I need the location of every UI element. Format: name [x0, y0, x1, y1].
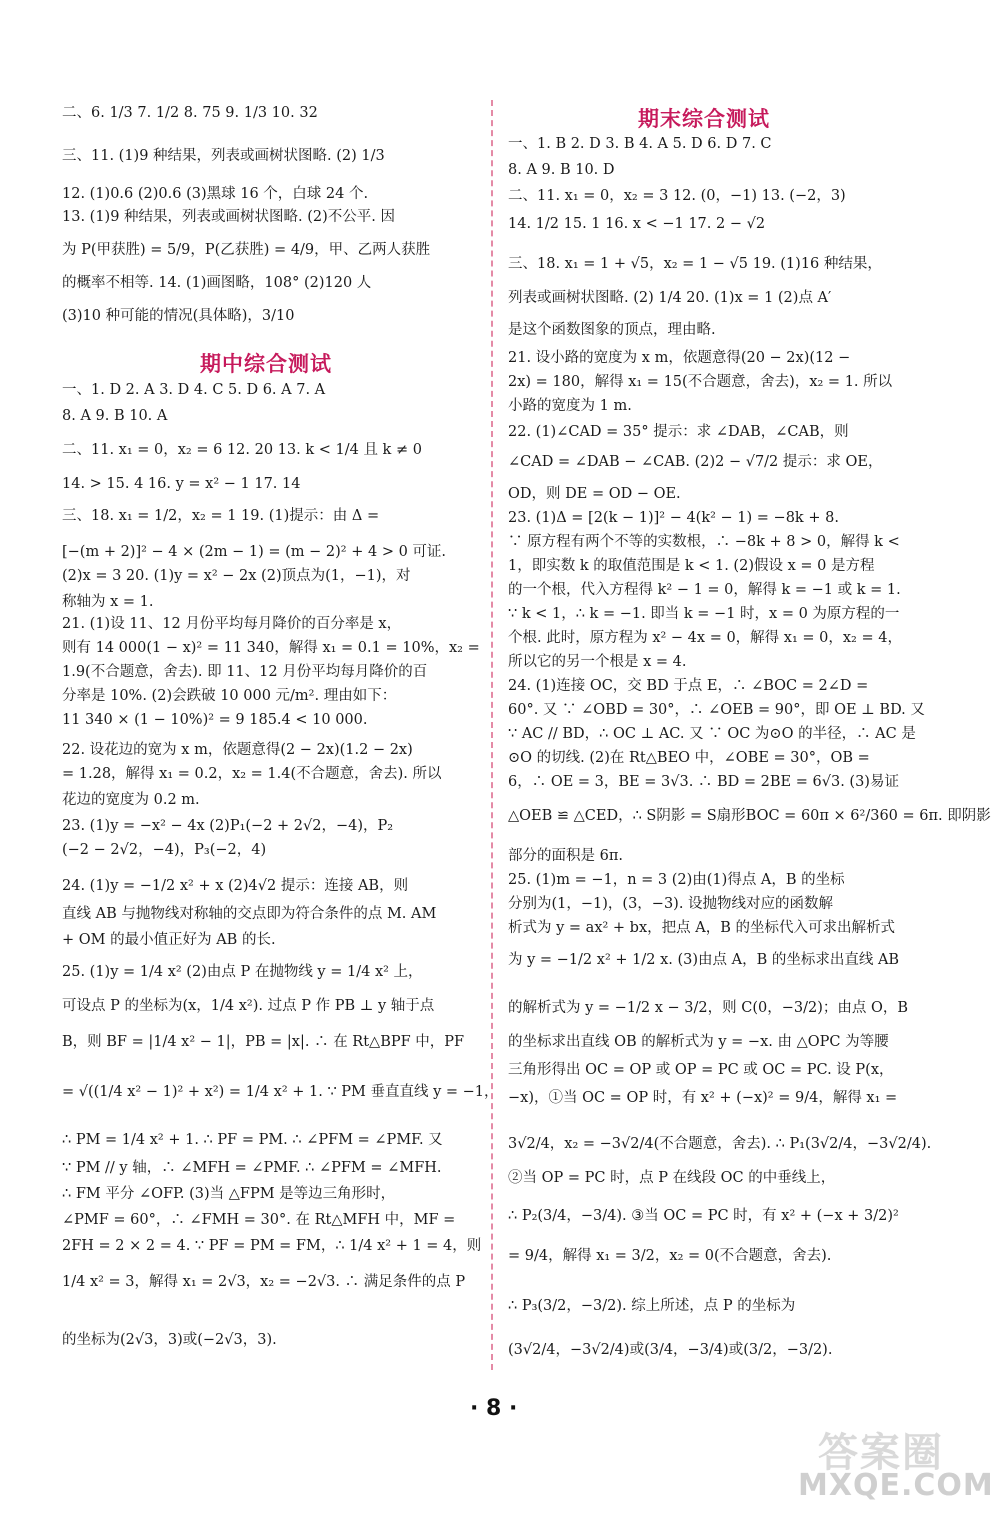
answer-line: 6，∴ OE = 3，BE = 3√3. ∴ BD = 2BE = 6√3. (3)易证	[508, 774, 899, 790]
answer-line: ∵ PM // y 轴，∴ ∠MFH = ∠PMF. ∴ ∠PFM = ∠MFH.	[62, 1160, 442, 1176]
answer-line: 13. (1)9 种结果，列表或画树状图略. (2)不公平. 因	[62, 209, 396, 225]
watermark-logo	[798, 1421, 994, 1503]
answer-line: (−2 − 2√2，−4)，P₃(−2，4)	[62, 842, 267, 858]
answer-line: 8. A 9. B 10. D	[508, 162, 615, 178]
answer-line: ∴ PM = 1/4 x² + 1. ∴ PF = PM. ∴ ∠PFM = ∠PMF. 又	[62, 1132, 443, 1148]
watermark-top-text: 答案圈	[818, 1430, 944, 1476]
answer-line: 23. (1)y = −x² − 4x (2)P₁(−2 + 2√2，−4)，P₂	[62, 818, 394, 834]
answer-line: 2FH = 2 × 2 = 4. ∵ PF = PM = FM，∴ 1/4 x² + 1 = 4，则	[62, 1238, 482, 1254]
answer-line: 22. 设花边的宽为 x m，依题意得(2 − 2x)(1.2 − 2x)	[62, 742, 413, 758]
answer-line: ②当 OP = PC 时，点 P 在线段 OC 的中垂线上，	[508, 1170, 836, 1186]
answer-line: 的一个根，代入方程得 k² − 1 = 0，解得 k = −1 或 k = 1.	[508, 582, 901, 598]
answer-line: ∠CAD = ∠DAB − ∠CAB. (2)2 − √7/2 提示：求 OE，	[508, 454, 883, 470]
answer-line: (3)10 种可能的情况(具体略)，3/10	[62, 308, 295, 324]
answer-line: 25. (1)m = −1，n = 3 (2)由(1)得点 A，B 的坐标	[508, 872, 845, 888]
answer-line: 析式为 y = ax² + bx，把点 A，B 的坐标代入可求出解析式	[508, 920, 895, 936]
watermark-bottom-text: MXQE.COM	[798, 1468, 994, 1503]
answer-line: 可设点 P 的坐标为(x，1/4 x²). 过点 P 作 PB ⊥ y 轴于点	[62, 998, 435, 1014]
answer-line: 60°. 又 ∵ ∠OBD = 30°，∴ ∠OEB = 90°，即 OE ⊥ BD. 又	[508, 702, 925, 718]
answer-line: 的坐标为(2√3，3)或(−2√3，3).	[62, 1332, 277, 1348]
answer-line: 1/4 x² = 3，解得 x₁ = 2√3，x₂ = −2√3. ∴ 满足条件的点 P	[62, 1274, 466, 1290]
answer-line: −x)，①当 OC = OP 时，有 x² + (−x)² = 9/4，解得 x₁ =	[508, 1090, 898, 1106]
answer-line: 1，即实数 k 的取值范围是 k < 1. (2)假设 x = 0 是方程	[508, 558, 875, 574]
answer-line: 14. 1/2 15. 1 16. x < −1 17. 2 − √2	[508, 216, 766, 232]
answer-line: 一、1. B 2. D 3. B 4. A 5. D 6. D 7. C	[508, 136, 772, 152]
column-divider	[491, 100, 493, 1370]
answer-line: 8. A 9. B 10. A	[62, 408, 168, 424]
answer-line: 12. (1)0.6 (2)0.6 (3)黑球 16 个，白球 24 个.	[62, 186, 369, 202]
midterm-title: 期中综合测试	[200, 352, 332, 376]
answer-line: 个根. 此时，原方程为 x² − 4x = 0，解得 x₁ = 0，x₂ = 4，	[508, 630, 902, 646]
answer-line: OD，则 DE = OD − OE.	[508, 486, 681, 502]
answer-line: △OEB ≌ △CED，∴ S阴影 = S扇形BOC = 60π × 6²/360 = 6π. 即阴影	[508, 808, 991, 824]
answer-line: 21. 设小路的宽度为 x m，依题意得(20 − 2x)(12 −	[508, 350, 851, 366]
answer-line: ∵ 原方程有两个不等的实数根，∴ −8k + 8 > 0，解得 k <	[508, 534, 900, 550]
answer-line: 的坐标求出直线 OB 的解析式为 y = −x. 由 △OPC 为等腰	[508, 1034, 889, 1050]
answer-line: (2)x = 3 20. (1)y = x² − 2x (2)顶点为(1，−1)，对	[62, 568, 411, 584]
answer-line: 花边的宽度为 0.2 m.	[62, 792, 200, 808]
answer-line: 二、6. 1/3 7. 1/2 8. 75 9. 1/3 10. 32	[62, 105, 318, 121]
answer-line: ⊙O 的切线. (2)在 Rt△BEO 中，∠OBE = 30°，OB =	[508, 750, 870, 766]
answer-line: 为 y = −1/2 x² + 1/2 x. (3)由点 A，B 的坐标求出直线 AB	[508, 952, 900, 968]
answer-line: 三、18. x₁ = 1/2，x₂ = 1 19. (1)提示：由 Δ =	[62, 508, 380, 524]
answer-line: B，则 BF = |1/4 x² − 1|，PB = |x|. ∴ 在 Rt△BPF 中，PF	[62, 1034, 465, 1050]
answer-line: ∵ AC // BD，∴ OC ⊥ AC. 又 ∵ OC 为⊙O 的半径，∴ AC 是	[508, 726, 916, 742]
answer-line: 分别为(1，−1)，(3，−3). 设抛物线对应的函数解	[508, 896, 834, 912]
answer-line: 2x) = 180，解得 x₁ = 15(不合题意，舍去)，x₂ = 1. 所以	[508, 374, 893, 390]
answer-line: 分率是 10%. (2)会跌破 10 000 元/m². 理由如下：	[62, 688, 397, 704]
answer-line: 二、11. x₁ = 0，x₂ = 3 12. (0，−1) 13. (−2，3)	[508, 188, 846, 204]
answer-line: ∴ P₃(3/2，−3/2). 综上所述，点 P 的坐标为	[508, 1298, 796, 1314]
answer-line: + OM 的最小值正好为 AB 的长.	[62, 932, 276, 948]
final-exam-title: 期末综合测试	[638, 107, 770, 131]
answer-line: 直线 AB 与抛物线对称轴的交点即为符合条件的点 M. AM	[62, 906, 437, 922]
answer-line: 三、18. x₁ = 1 + √5，x₂ = 1 − √5 19. (1)16 种结果，	[508, 256, 882, 272]
answer-line: 的概率不相等. 14. (1)画图略，108° (2)120 人	[62, 275, 372, 291]
answer-line: 部分的面积是 6π.	[508, 848, 623, 864]
answer-line: ∵ k < 1，∴ k = −1. 即当 k = −1 时，x = 0 为原方程的一	[508, 606, 900, 622]
answer-line: 所以它的另一个根是 x = 4.	[508, 654, 687, 670]
answer-line: [−(m + 2)]² − 4 × (2m − 1) = (m − 2)² + 4 > 0 可证.	[62, 544, 447, 560]
answer-line: 为 P(甲获胜) = 5/9，P(乙获胜) = 4/9，甲、乙两人获胜	[62, 242, 431, 258]
answer-line: 称轴为 x = 1.	[62, 594, 154, 610]
page-number: · 8 ·	[470, 1396, 518, 1421]
answer-line: 的解析式为 y = −1/2 x − 3/2，则 C(0，−3/2)；由点 O，B	[508, 1000, 909, 1016]
answer-line: 24. (1)y = −1/2 x² + x (2)4√2 提示：连接 AB，则	[62, 878, 409, 894]
answer-line: 二、11. x₁ = 0，x₂ = 6 12. 20 13. k < 1/4 且 k ≠ 0	[62, 442, 422, 458]
answer-line: 1.9(不合题意，舍去). 即 11、12 月份平均每月降价的百	[62, 664, 428, 680]
answer-line: 14. > 15. 4 16. y = x² − 1 17. 14	[62, 476, 301, 492]
answer-line: 三角形得出 OC = OP 或 OP = PC 或 OC = PC. 设 P(x，	[508, 1062, 894, 1078]
answer-line: 一、1. D 2. A 3. D 4. C 5. D 6. A 7. A	[62, 382, 326, 398]
answer-line: 是这个函数图象的顶点，理由略.	[508, 322, 716, 338]
answer-line: 22. (1)∠CAD = 35° 提示：求 ∠DAB，∠CAB，则	[508, 424, 849, 440]
answer-line: 23. (1)Δ = [2(k − 1)]² − 4(k² − 1) = −8k + 8.	[508, 510, 839, 526]
answer-line: ∠PMF = 60°，∴ ∠FMH = 30°. 在 Rt△MFH 中，MF =	[62, 1212, 456, 1228]
answer-line: = √((1/4 x² − 1)² + x²) = 1/4 x² + 1. ∵ PM 垂直直线 y = −1，	[62, 1084, 499, 1100]
answer-line: 列表或画树状图略. (2) 1/4 20. (1)x = 1 (2)点 A′	[508, 290, 832, 306]
answer-line: ∴ FM 平分 ∠OFP. (3)当 △FPM 是等边三角形时，	[62, 1186, 396, 1202]
answer-line: 21. (1)设 11、12 月份平均每月降价的百分率是 x，	[62, 616, 402, 632]
answer-line: 11 340 × (1 − 10%)² = 9 185.4 < 10 000.	[62, 712, 368, 728]
answer-line: 三、11. (1)9 种结果，列表或画树状图略. (2) 1/3	[62, 148, 385, 164]
answer-line: 3√2/4，x₂ = −3√2/4(不合题意，舍去). ∴ P₁(3√2/4，−3√2/4).	[508, 1136, 932, 1152]
answer-line: 24. (1)连接 OC，交 BD 于点 E，∴ ∠BOC = 2∠D =	[508, 678, 869, 694]
answer-line: = 9/4，解得 x₁ = 3/2，x₂ = 0(不合题意，舍去).	[508, 1248, 832, 1264]
answer-line: 25. (1)y = 1/4 x² (2)由点 P 在抛物线 y = 1/4 x² 上，	[62, 964, 423, 980]
answer-line: 小路的宽度为 1 m.	[508, 398, 632, 414]
answer-line: ∴ P₂(3/4，−3/4). ③当 OC = PC 时，有 x² + (−x + 3/2)²	[508, 1208, 899, 1224]
answer-line: 则有 14 000(1 − x)² = 11 340，解得 x₁ = 0.1 = 10%，x₂ =	[62, 640, 480, 656]
answer-line: (3√2/4，−3√2/4)或(3/4，−3/4)或(3/2，−3/2).	[508, 1342, 833, 1358]
answer-line: = 1.28，解得 x₁ = 0.2，x₂ = 1.4(不合题意，舍去). 所以	[62, 766, 442, 782]
